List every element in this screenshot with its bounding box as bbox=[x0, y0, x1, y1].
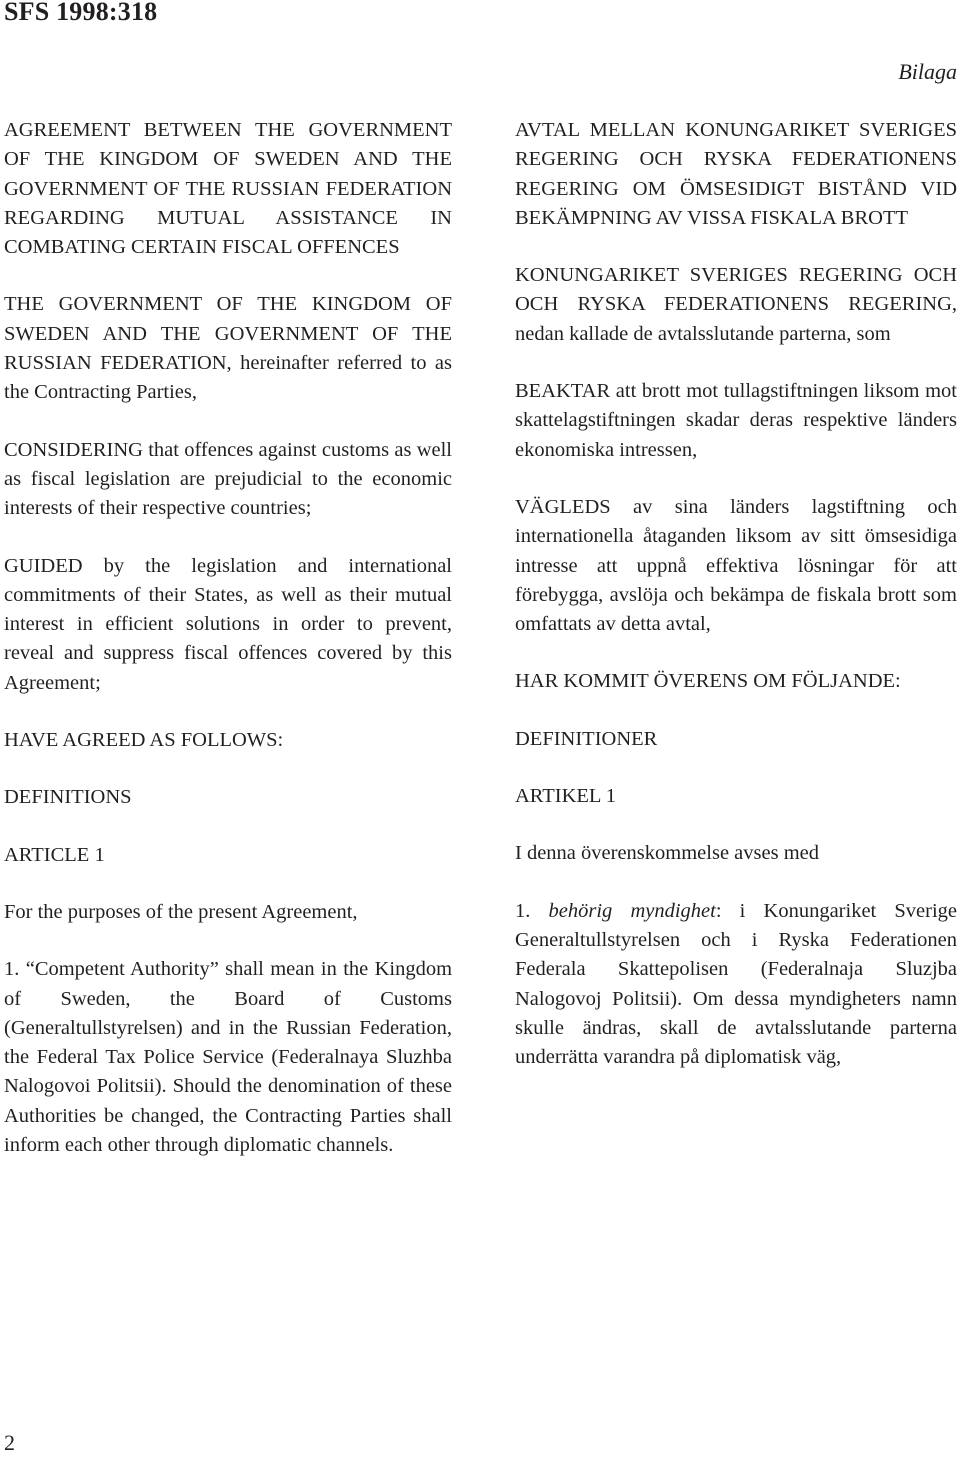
swedish-item-1 bbox=[515, 897, 957, 1073]
english-item-1-number: 1. bbox=[4, 958, 20, 981]
english-item-1-text: shall mean in the Kingdom of Sweden, the Board of Customs (Generaltullstyrelsen) and in the Russian Federation, the Federal Tax Police Service (Federalnaya Sluzhba Nalogovoi Politsii). Should the denomination of these Authorities be changed, the Contracting Parties shall inform each other through diplomatic channels. bbox=[4, 958, 453, 1157]
page-number: 2 bbox=[4, 1430, 15, 1455]
english-guided: GUIDED by the legislation and international commitments of their States, as well as their mutual interest in efficient solutions in order to prevent, reveal and suppress fiscal offences covered by this Agreement; bbox=[4, 554, 452, 694]
swedish-definitions-heading: DEFINITIONER bbox=[515, 727, 658, 750]
document-id: SFS 1998:318 bbox=[4, 0, 158, 26]
english-article-heading: ARTICLE 1 bbox=[4, 843, 105, 866]
english-purposes: For the purposes of the present Agreement, bbox=[4, 900, 358, 923]
english-item-1 bbox=[4, 955, 452, 1160]
english-considering: CONSIDERING that offences against customs as well as fiscal legislation are prejudicial to the economic interests of their respective countries; bbox=[4, 438, 452, 520]
swedish-item-1-number: 1. bbox=[515, 899, 531, 922]
english-item-1-term: “Competent Authority” bbox=[25, 958, 219, 981]
swedish-item-1-term: behörig myndighet bbox=[548, 899, 716, 922]
english-column bbox=[4, 116, 452, 1188]
english-agreed: HAVE AGREED AS FOLLOWS: bbox=[4, 729, 284, 752]
swedish-agreed: HAR KOMMIT ÖVERENS OM FÖLJANDE: bbox=[515, 670, 901, 693]
swedish-considering: BEAKTAR att brott mot tullagstiftningen liksom mot skattelagstiftningen skadar deras respektive länders ekonomiska intressen, bbox=[515, 380, 957, 461]
swedish-title: AVTAL MELLAN KONUNGARIKET SVERIGES REGERING OCH RYSKA FEDERATIONENS REGERING OM ÖMSESIDIGT BISTÅND VID BEKÄMPNING AV VISSA FISKALA BROTT bbox=[515, 119, 957, 229]
english-preamble-parties: THE GOVERNMENT OF THE KINGDOM OF SWEDEN AND THE GOVERNMENT OF THE RUSSIAN FEDERATION, hereinafter referred to as the Contracting Parties, bbox=[4, 293, 452, 404]
english-title: AGREEMENT BETWEEN THE GOVERNMENT OF THE KINGDOM OF SWEDEN AND THE GOVERNMENT OF THE RUSSIAN FEDERATION REGARDING MUTUAL ASSISTANCE IN COMBATING CERTAIN FISCAL OFFENCES bbox=[4, 119, 452, 259]
english-definitions-heading: DEFINITIONS bbox=[4, 786, 132, 809]
swedish-purposes: I denna överenskommelse avses med bbox=[515, 842, 819, 865]
swedish-preamble-parties: KONUNGARIKET SVERIGES REGERING OCH OCH RYSKA FEDERATIONENS REGERING, nedan kallade de avtalsslutande parterna, som bbox=[515, 264, 957, 345]
swedish-article-heading: ARTIKEL 1 bbox=[515, 785, 617, 808]
swedish-column bbox=[515, 116, 957, 1100]
appendix-label: Bilaga bbox=[898, 59, 957, 84]
swedish-guided: VÄGLEDS av sina länders lagstiftning och internationella åtaganden liksom av sitt ömsesidiga intresse att uppnå effektiva lösningar för att förebygga, avslöja och bekämpa de fiskala brott som omfattats av detta avtal, bbox=[515, 495, 957, 636]
swedish-item-1-text: : i Konungariket Sverige Generaltullstyrelsen och i Ryska Federationen Federala Skattepolisen (Federalnaja Sluzjba Nalogovoj Politsii). Om dessa myndigheters namn skulle ändras, skall de avtalsslutande parterna underrätta varandra på diplomatisk väg, bbox=[515, 899, 958, 1069]
